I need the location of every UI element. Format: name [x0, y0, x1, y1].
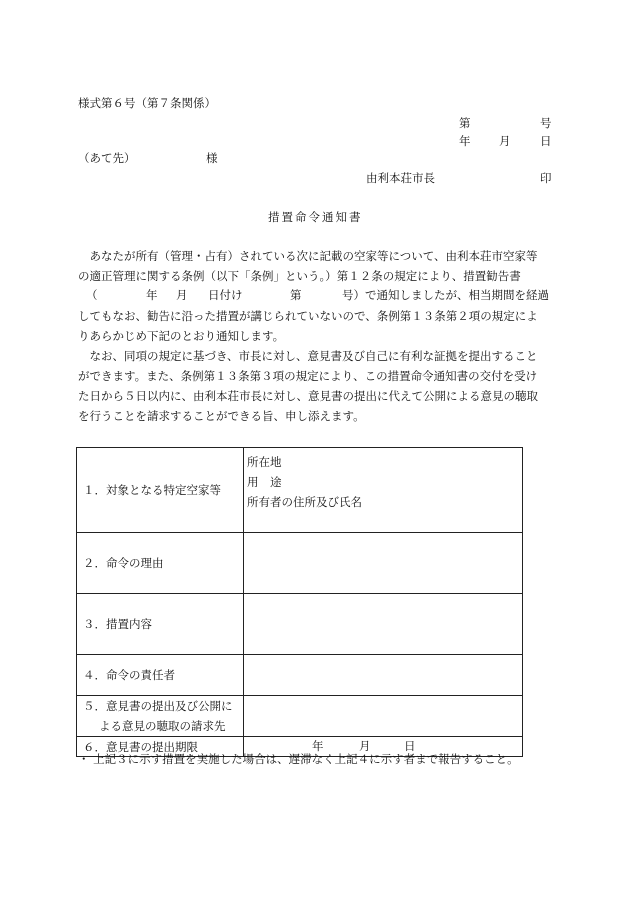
- body-line: ができます。また、条例第１３条第３項の規定により、この措置命令通知書の交付を受け: [78, 369, 538, 383]
- date-year: 年: [459, 134, 471, 148]
- row3-value: [244, 594, 523, 655]
- document-title: 措置命令通知書: [268, 210, 363, 224]
- row3-label: ３．措置内容: [77, 594, 244, 655]
- table-row: [77, 594, 523, 655]
- row2-value: [244, 533, 523, 594]
- body-line: してもなお、勧告に沿った措置が講じられていないので、条例第１３条第２項の規定によ: [78, 309, 538, 323]
- row5-label-line1: ５．意見書の提出及び公開に: [83, 699, 233, 713]
- row4-value: [244, 655, 523, 696]
- table-row: [77, 655, 523, 696]
- location-label: 所在地: [247, 455, 282, 469]
- row2-label: ２．命令の理由: [77, 533, 244, 594]
- target-table: [76, 447, 523, 757]
- addressee-label: （あて先）: [78, 151, 136, 165]
- body-line: りあらかじめ下記のとおり通知します。: [78, 329, 285, 343]
- row1-label: １．対象となる特定空家等: [77, 448, 244, 533]
- body-line: を行うことを請求することができる旨、申し添えます。: [78, 409, 365, 423]
- paren-open: （: [86, 288, 98, 302]
- row5-label-line2: よる意見の聴取の請求先: [99, 719, 226, 733]
- ref-dai: 第: [290, 288, 302, 302]
- body-line-dates: [78, 286, 552, 306]
- table-row: [77, 448, 523, 533]
- owner-label: 所有者の住所及び氏名: [247, 495, 362, 509]
- ref-day: 日付け: [208, 288, 243, 302]
- body-line: なお、同項の規定に基づき、市長に対し、意見書及び自己に有利な証拠を提出すること: [89, 349, 538, 363]
- number-label-dai: 第: [459, 116, 471, 130]
- issuer-name: 由利本荘市長: [366, 171, 435, 185]
- table-row: [77, 533, 523, 594]
- use-label: 用 途: [247, 475, 282, 489]
- row1-value: [244, 448, 523, 533]
- body-text: [78, 246, 552, 426]
- body-line: の適正管理に関する条例（以下「条例」という。）第１２条の規定により、措置勧告書: [78, 269, 521, 283]
- date-month: 月: [499, 134, 511, 148]
- body-line: た日から５日以内に、由利本荘市長に対し、意見書の提出に代えて公開による意見の聴取: [78, 389, 538, 403]
- deadline-day: 日: [404, 739, 416, 753]
- deadline-year: 年: [312, 739, 324, 753]
- addressee-sama: 様: [206, 151, 218, 165]
- ref-year: 年: [146, 288, 158, 302]
- issuer-seal: 印: [540, 171, 552, 185]
- date-day: 日: [540, 134, 552, 148]
- form-id: 様式第６号（第７条関係）: [78, 96, 216, 110]
- row6-label: ６．意見書の提出期限: [77, 737, 244, 757]
- ref-go: 号）で通知しましたが、相当期間を経過: [342, 288, 549, 302]
- footnote: ・ 上記３に示す措置を実施した場合は、遅滞なく上記４に示す者まで報告すること。: [78, 752, 519, 766]
- ref-month: 月: [176, 288, 188, 302]
- table-row: [77, 696, 523, 737]
- deadline-month: 月: [359, 739, 371, 753]
- row5-value: [244, 696, 523, 737]
- row5-label: [77, 696, 244, 737]
- number-label-go: 号: [540, 116, 552, 130]
- row4-label: ４．命令の責任者: [77, 655, 244, 696]
- body-line: あなたが所有（管理・占有）されている次に記載の空家等について、由利本荘市空家等: [89, 249, 538, 263]
